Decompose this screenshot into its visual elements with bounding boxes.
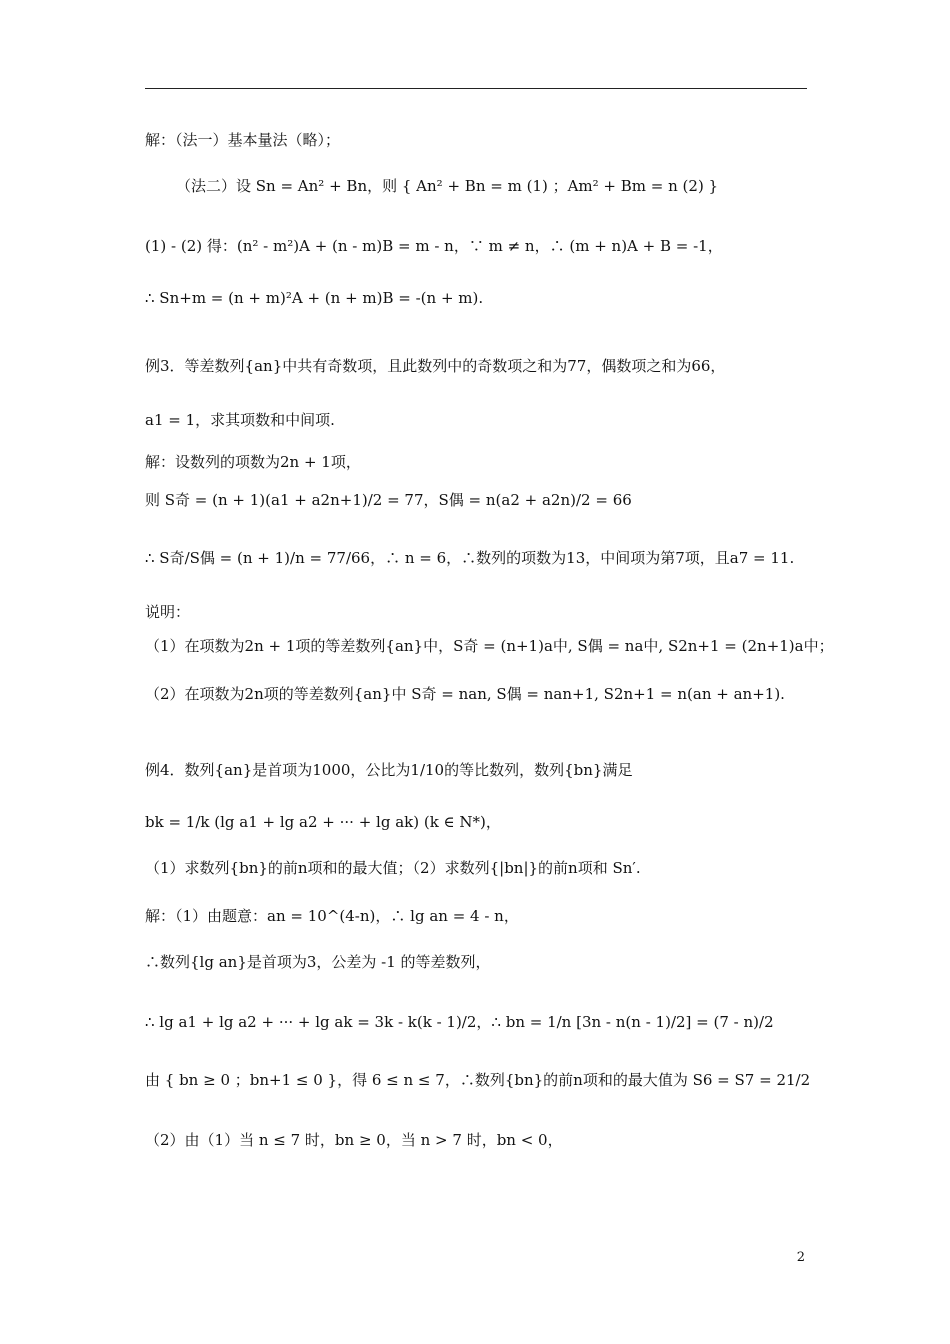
- text-line: 解：（法一）基本量法（略）；: [145, 131, 341, 149]
- text-line: 解：（1）由题意：an = 10^(4-n)，∴ lg an = 4 - n，: [145, 907, 519, 925]
- text-line: （2）在项数为2n项的等差数列{an}中 S奇 = nan, S偶 = nan+1, S2n+1 = n(an + an+1).: [145, 685, 785, 703]
- text-line: 由 { bn ≥ 0 ；bn+1 ≤ 0 }，得 6 ≤ n ≤ 7，∴数列{bn}的前n项和的最大值为 S6 = S7 = 21/2: [145, 1071, 811, 1089]
- text-line: ∴ S奇/S偶 = (n + 1)/n = 77/66，∴ n = 6，∴数列的项数为13，中间项为第7项，且a7 = 11.: [145, 549, 795, 567]
- text-line: 例3．等差数列{an}中共有奇数项，且此数列中的奇数项之和为77，偶数项之和为66，: [145, 357, 726, 375]
- page-number: 2: [796, 1250, 805, 1265]
- text-line: 则 S奇 = (n + 1)(a1 + a2n+1)/2 = 77，S偶 = n(a2 + a2n)/2 = 66: [145, 491, 632, 509]
- text-line: （法二）设 Sn = An² + Bn，则 { An² + Bn = m (1) ；Am² + Bm = n (2) }: [176, 177, 719, 195]
- text-line: ∴数列{lg an}是首项为3，公差为 -1 的等差数列，: [145, 953, 491, 971]
- text-line: a1 = 1，求其项数和中间项.: [145, 411, 335, 429]
- text-line: ∴ lg a1 + lg a2 + ··· + lg ak = 3k - k(k - 1)/2，∴ bn = 1/n [3n - n(n - 1)/2] = (7 - n)/2: [145, 1013, 774, 1031]
- text-line: 例4．数列{an}是首项为1000，公比为1/10的等比数列，数列{bn}满足: [145, 761, 633, 779]
- text-line: （1）在项数为2n + 1项的等差数列{an}中，S奇 = (n+1)a中, S偶 = na中, S2n+1 = (2n+1)a中；: [145, 637, 834, 655]
- text-line: ∴ Sn+m = (n + m)²A + (n + m)B = -(n + m).: [145, 289, 484, 307]
- text-line: （1）求数列{bn}的前n项和的最大值；（2）求数列{|bn|}的前n项和 Sn′.: [145, 859, 641, 877]
- text-line: 解：设数列的项数为2n + 1项，: [145, 453, 361, 471]
- text-line: 说明：: [145, 603, 191, 621]
- text-line: (1) - (2) 得：(n² - m²)A + (n - m)B = m - n，∵ m ≠ n，∴ (m + n)A + B = -1，: [145, 237, 723, 255]
- header-rule: [145, 88, 807, 89]
- text-line: （2）由（1）当 n ≤ 7 时，bn ≥ 0，当 n > 7 时，bn < 0，: [145, 1131, 563, 1149]
- text-line: bk = 1/k (lg a1 + lg a2 + ··· + lg ak) (k ∈ N*)，: [145, 813, 501, 831]
